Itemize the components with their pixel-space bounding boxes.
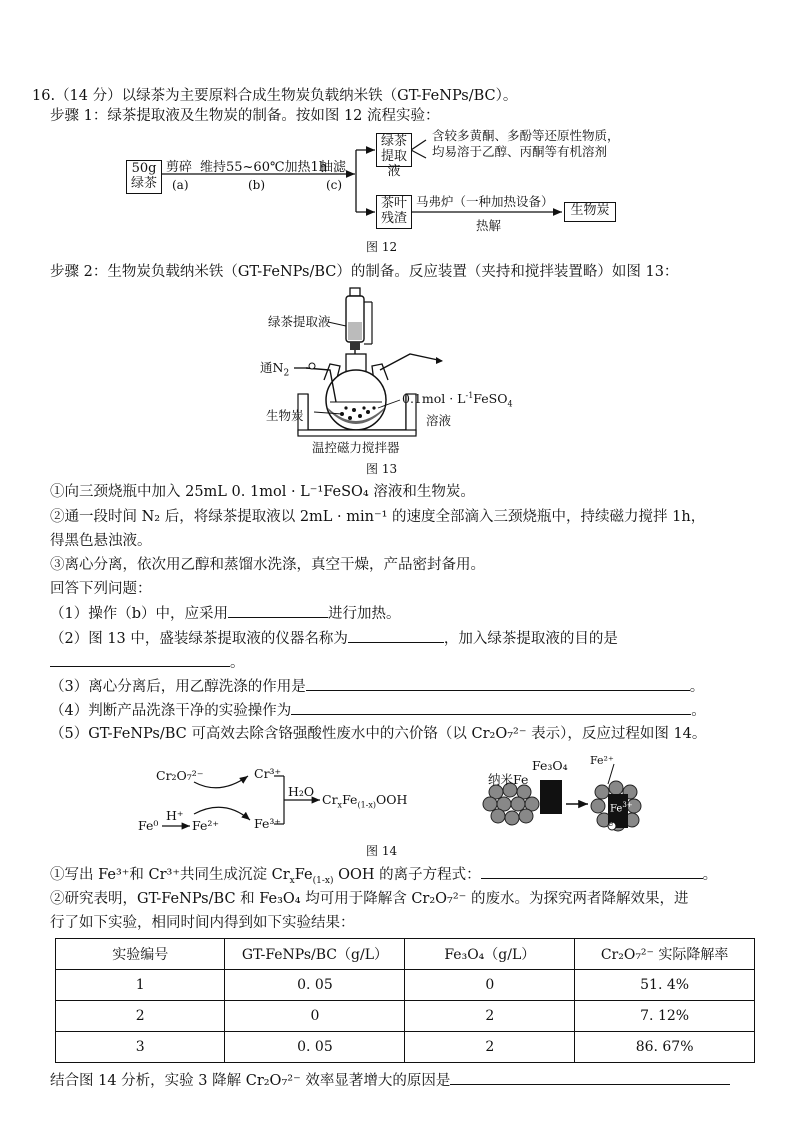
op-c-tag: (c) — [326, 178, 343, 192]
q3-end: 。 — [689, 679, 705, 695]
fig13-caption: 图 13 — [366, 462, 398, 476]
table-cell: 51. 4% — [575, 970, 755, 1001]
figure-12-flowchart — [120, 130, 720, 240]
q2-text-after: ，加入绿茶提取液的目的是 — [443, 631, 618, 647]
question-3 — [50, 676, 704, 697]
table-row — [56, 1032, 755, 1063]
apparatus-drawing — [250, 282, 550, 460]
label-conc: 0.1mol · L — [402, 391, 466, 407]
fig14-right-fe2: Fe²⁺ — [590, 754, 614, 767]
fig14-nano-fe: 纳米Fe — [488, 772, 529, 787]
fig14-cr2o7: Cr₂O₇²⁻ — [156, 768, 204, 783]
label-solution-word: 溶液 — [426, 412, 452, 428]
q5-item-2b: 行了如下实验，相同时间内得到如下实验结果： — [50, 915, 355, 931]
table-cell: 2 — [405, 1001, 575, 1032]
label-n2-text: 通N — [260, 360, 284, 375]
fig14-right-fe-text: Fe — [610, 803, 623, 815]
label-biochar: 生物炭 — [266, 408, 304, 423]
final-answer-blank[interactable] — [450, 1070, 730, 1085]
question-1 — [50, 603, 401, 624]
q5-item-1 — [50, 864, 717, 891]
tea-50g-box — [126, 160, 162, 194]
fig14-product-fe: Fe — [342, 792, 358, 807]
table-cell: 2 — [405, 1032, 575, 1063]
table-cell: 0. 05 — [225, 970, 405, 1001]
fig12-caption: 图 12 — [366, 240, 398, 254]
label-conc-sup: -1 — [465, 391, 474, 400]
label-formula: FeSO — [473, 391, 508, 407]
step1-text: 步骤 1：绿茶提取液及生物炭的制备。按如图 12 流程实验： — [50, 108, 440, 124]
results-table — [55, 938, 755, 1063]
q3-answer-blank[interactable] — [306, 676, 690, 691]
op-b-tag: (b) — [248, 178, 266, 192]
fig14-product — [322, 792, 407, 810]
final-text: 结合图 14 分析，实验 3 降解 Cr₂O₇²⁻ 效率显著增大的原因是 — [50, 1073, 451, 1089]
table-header: 实验编号 — [56, 939, 225, 970]
answer-intro: 回答下列问题： — [50, 581, 152, 597]
i1-answer-blank[interactable] — [481, 864, 703, 879]
i1-sub-x: x — [289, 875, 295, 886]
figure-13-apparatus — [250, 282, 550, 460]
question-title: 以绿茶为主要原料合成生物炭负载纳米铁（GT-FeNPs/BC）。 — [121, 88, 518, 104]
q1-answer-blank[interactable] — [228, 603, 328, 618]
table-header: Cr₂O₇²⁻ 实际降解率 — [575, 939, 755, 970]
q4-text: （4）判断产品洗涤干净的实验操作为 — [50, 703, 292, 719]
i1-end: 。 — [702, 867, 718, 883]
procedure-2a: ②通一段时间 N₂ 后，将绿茶提取液以 2mL · min⁻¹ 的速度全部滴入三颈烧瓶中，持续磁力搅拌 1h， — [50, 509, 706, 525]
label-feso4-solution — [402, 388, 513, 429]
op-a-label: 剪碎 — [166, 160, 193, 175]
fig14-fe3o4: Fe₃O₄ — [532, 758, 568, 773]
fig14-h-plus: H⁺ — [166, 808, 184, 823]
q2-end: 。 — [230, 655, 245, 671]
table-cell: 3 — [56, 1032, 225, 1063]
table-header: Fe₃O₄（g/L） — [405, 939, 575, 970]
table-cell: 7. 12% — [575, 1001, 755, 1032]
procedure-1: ①向三颈烧瓶中加入 25mL 0. 1mol · L⁻¹FeSO₄ 溶液和生物炭。 — [50, 484, 475, 500]
q5-item-2a: ②研究表明，GT-FeNPs/BC 和 Fe₃O₄ 均可用于降解含 Cr₂O₇²⁻ 的废水。为探究两者降解效果，进 — [50, 891, 689, 907]
label-n2 — [260, 358, 289, 379]
fig14-product-1x: (1-x) — [357, 800, 376, 810]
table-header-row — [56, 939, 755, 970]
final-question — [50, 1070, 730, 1091]
table-cell: 0 — [225, 1001, 405, 1032]
fig14-electron: e — [608, 819, 614, 829]
question-5: （5）GT-FeNPs/BC 可高效去除含铬强酸性废水中的六价铬（以 Cr₂O₇²⁻ 表示），反应过程如图 14。 — [50, 726, 707, 742]
tea-residue-box — [376, 195, 412, 229]
label-stirrer: 温控磁力搅拌器 — [312, 440, 400, 455]
procedure-2b: 得黑色悬浊液。 — [50, 533, 152, 549]
fig14-product-cr: Cr — [322, 792, 338, 807]
question-2 — [50, 628, 618, 649]
extract-note-line1: 含较多黄酮、多酚等还原性物质， — [432, 128, 620, 143]
q2-text-before: （2）图 13 中，盛装绿茶提取液的仪器名称为 — [50, 631, 348, 647]
q4-answer-blank[interactable] — [291, 700, 691, 715]
fig14-fe0: Fe⁰ — [138, 818, 159, 833]
question-points: （14 分） — [55, 88, 122, 104]
fig14-h2o: H₂O — [288, 784, 315, 799]
tea-extract-text: 绿茶 提取液 — [380, 134, 407, 179]
fig14-fe2: Fe²⁺ — [192, 818, 219, 833]
i1-after: OOH 的离子方程式： — [333, 867, 481, 883]
table-row — [56, 1001, 755, 1032]
tea-50g-text: 50g 绿茶 — [130, 161, 157, 191]
q4-end: 。 — [691, 703, 706, 719]
question-4 — [50, 700, 706, 721]
table-cell: 2 — [56, 1001, 225, 1032]
op-a-tag: (a) — [172, 178, 189, 192]
flow-arrows — [120, 130, 720, 240]
biochar-box: 生物炭 — [564, 202, 616, 222]
label-tea-extract: 绿茶提取液 — [268, 314, 331, 329]
op-b-label: 维持55~60℃加热1h — [200, 160, 328, 175]
table-cell: 1 — [56, 970, 225, 1001]
procedure-3: ③离心分离，依次用乙醇和蒸馏水洗涤，真空干燥，产品密封备用。 — [50, 557, 485, 573]
tea-extract-box — [376, 133, 412, 179]
q1-text-after: 进行加热。 — [328, 606, 401, 622]
table-cell: 86. 67% — [575, 1032, 755, 1063]
muffle-furnace-label: 马弗炉（一种加热设备） — [416, 194, 554, 209]
fig14-cr3: Cr³⁺ — [254, 766, 282, 781]
fig14-caption: 图 14 — [366, 844, 398, 858]
q2-name-blank[interactable] — [348, 628, 444, 643]
pyrolysis-label: 热解 — [476, 218, 502, 233]
q1-text-before: （1）操作（b）中，应采用 — [50, 606, 229, 622]
table-cell: 0 — [405, 970, 575, 1001]
extract-note-line2: 均易溶于乙醇、丙酮等有机溶剂 — [432, 144, 608, 159]
fig14-product-x: x — [337, 800, 343, 810]
step2-text: 步骤 2：生物炭负载纳米铁（GT-FeNPs/BC）的制备。反应装置（夹持和搅拌装置略）如图 13： — [50, 264, 679, 280]
table-header: GT-FeNPs/BC（g/L） — [225, 939, 405, 970]
fig14-right-fe3 — [610, 800, 633, 814]
label-n2-sub: 2 — [283, 368, 290, 379]
label-formula-sub: 4 — [507, 399, 513, 409]
i1-sub: (1-x) — [312, 875, 334, 886]
tea-residue-text: 茶叶 残渣 — [380, 196, 407, 226]
table-row — [56, 970, 755, 1001]
fig14-fe3: Fe³⁺ — [254, 816, 281, 831]
i1-fe: Fe — [294, 867, 313, 883]
fig14-product-ooh: OOH — [376, 792, 408, 807]
question-header — [32, 84, 517, 105]
figure-14 — [120, 748, 680, 840]
fig14-right-fe-sup: 3+ — [622, 801, 633, 809]
op-c-label: 抽滤 — [320, 160, 347, 175]
q2-purpose-blank[interactable] — [50, 652, 230, 667]
i1-before: ①写出 Fe³⁺和 Cr³⁺共同生成沉淀 Cr — [50, 867, 290, 883]
question-2-cont — [50, 652, 245, 673]
q3-text: （3）离心分离后，用乙醇洗涤的作用是 — [50, 679, 306, 695]
extract-note — [432, 128, 620, 160]
table-cell: 0. 05 — [225, 1032, 405, 1063]
question-number: 16. — [32, 88, 56, 104]
